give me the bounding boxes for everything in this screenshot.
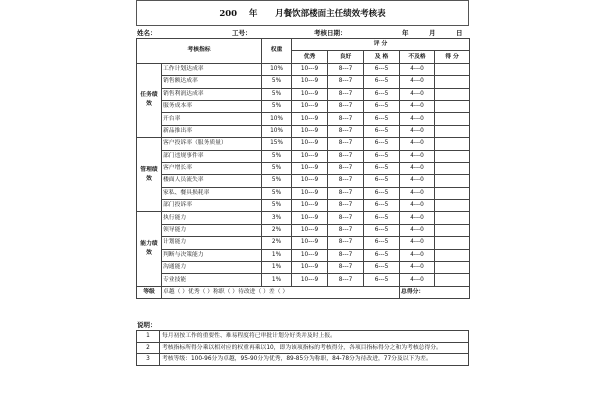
good-range: 8---7 <box>328 162 364 174</box>
weight-value: 5% <box>262 150 292 162</box>
indicator-name: 服务成本率 <box>162 100 262 112</box>
header-row-1 <box>137 39 470 51</box>
weight-value: 10% <box>262 113 292 125</box>
good-range: 8---7 <box>328 113 364 125</box>
weight-value: 3% <box>262 212 292 224</box>
indicator-row <box>137 237 470 249</box>
points-cell[interactable] <box>435 100 470 112</box>
indicator-name: 销售利润达成率 <box>162 88 262 100</box>
pass-range: 6---5 <box>364 175 400 187</box>
good-range: 8---7 <box>328 200 364 212</box>
points-cell[interactable] <box>435 113 470 125</box>
pass-range: 6---5 <box>364 187 400 199</box>
grade-row <box>137 286 470 298</box>
weight-value: 15% <box>262 138 292 150</box>
good-range: 8---7 <box>328 100 364 112</box>
pass-range: 6---5 <box>364 125 400 137</box>
points-cell[interactable] <box>435 63 470 75</box>
indicator-name: 客户增长率 <box>162 162 262 174</box>
good-range: 8---7 <box>328 224 364 236</box>
good-range: 8---7 <box>328 88 364 100</box>
form-title <box>136 0 469 26</box>
good-range: 8---7 <box>328 175 364 187</box>
indicator-row <box>137 100 470 112</box>
note-text: 每月初按工作的重要性、难易程度将已审批计划分好类并及时上报。 <box>160 331 469 343</box>
fail-range: 4---0 <box>400 138 435 150</box>
fail-range: 4---0 <box>400 200 435 212</box>
fail-range: 4---0 <box>400 63 435 75</box>
pass-range: 6---5 <box>364 212 400 224</box>
weight-value: 5% <box>262 88 292 100</box>
pass-range: 6---5 <box>364 63 400 75</box>
indicator-row <box>137 88 470 100</box>
fail-range: 4---0 <box>400 100 435 112</box>
fail-range: 4---0 <box>400 249 435 261</box>
category-cell: 任务绩效 <box>137 63 162 137</box>
note-row <box>137 331 469 343</box>
month-label: 月 <box>429 29 436 37</box>
good-range: 8---7 <box>328 63 364 75</box>
excellent-range: 10---9 <box>292 76 328 88</box>
indicator-row <box>137 76 470 88</box>
points-header: 得 分 <box>435 51 470 63</box>
pass-range: 6---5 <box>364 76 400 88</box>
fail-header: 不及格 <box>400 51 435 63</box>
fail-range: 4---0 <box>400 237 435 249</box>
good-range: 8---7 <box>328 76 364 88</box>
excellent-range: 10---9 <box>292 249 328 261</box>
points-cell[interactable] <box>435 187 470 199</box>
points-cell[interactable] <box>435 88 470 100</box>
indicator-row <box>137 150 470 162</box>
good-range: 8---7 <box>328 187 364 199</box>
weight-value: 1% <box>262 262 292 274</box>
indicator-name: 楼面人员流失率 <box>162 175 262 187</box>
notes-section <box>136 320 469 366</box>
excellent-range: 10---9 <box>292 162 328 174</box>
weight-header: 权重 <box>262 39 292 64</box>
weight-value: 2% <box>262 224 292 236</box>
note-text: 考核指标所得分乘以相对应的权重再乘以10，即为该项指标的考核得分，各项目指标得分之和为考核总得分。 <box>160 342 469 354</box>
fail-range: 4---0 <box>400 150 435 162</box>
day-label: 日 <box>456 29 463 37</box>
indicator-row <box>137 249 470 261</box>
fail-range: 4---0 <box>400 262 435 274</box>
pass-range: 6---5 <box>364 100 400 112</box>
indicator-name: 部门投诉率 <box>162 200 262 212</box>
excellent-header: 优秀 <box>292 51 328 63</box>
id-label: 工号： <box>232 29 252 37</box>
points-cell[interactable] <box>435 138 470 150</box>
weight-value: 10% <box>262 125 292 137</box>
fail-range: 4---0 <box>400 162 435 174</box>
date-label: 考核日期： <box>314 29 347 37</box>
excellent-range: 10---9 <box>292 63 328 75</box>
excellent-range: 10---9 <box>292 100 328 112</box>
indicator-name: 开台率 <box>162 113 262 125</box>
fail-range: 4---0 <box>400 113 435 125</box>
indicator-name: 客户投诉率（服务质量） <box>162 138 262 150</box>
note-row <box>137 342 469 354</box>
good-header: 良好 <box>328 51 364 63</box>
appraisal-sheet <box>136 0 469 400</box>
excellent-range: 10---9 <box>292 274 328 286</box>
indicator-name: 判断与决策能力 <box>162 249 262 261</box>
name-label: 姓名： <box>137 29 157 37</box>
note-number: 1 <box>137 331 160 343</box>
good-range: 8---7 <box>328 274 364 286</box>
year-label: 年 <box>402 29 409 37</box>
pass-range: 6---5 <box>364 262 400 274</box>
weight-value: 5% <box>262 187 292 199</box>
points-cell[interactable] <box>435 212 470 224</box>
indicator-name: 计划能力 <box>162 237 262 249</box>
fail-range: 4---0 <box>400 187 435 199</box>
good-range: 8---7 <box>328 249 364 261</box>
indicator-name: 执行能力 <box>162 212 262 224</box>
indicator-name: 新品推出率 <box>162 125 262 137</box>
excellent-range: 10---9 <box>292 237 328 249</box>
excellent-range: 10---9 <box>292 212 328 224</box>
indicator-name: 家私、餐具损耗率 <box>162 187 262 199</box>
category-cell: 管理绩效 <box>137 138 162 212</box>
indicator-row <box>137 212 470 224</box>
indicator-name: 沟通能力 <box>162 262 262 274</box>
indicator-row <box>137 175 470 187</box>
fail-range: 4---0 <box>400 125 435 137</box>
good-range: 8---7 <box>328 237 364 249</box>
weight-value: 5% <box>262 162 292 174</box>
score-header: 评 分 <box>292 39 470 51</box>
excellent-range: 10---9 <box>292 88 328 100</box>
pass-range: 6---5 <box>364 200 400 212</box>
indicator-row <box>137 113 470 125</box>
points-cell[interactable] <box>435 237 470 249</box>
good-range: 8---7 <box>328 262 364 274</box>
indicator-row <box>137 63 470 75</box>
indicator-row <box>137 274 470 286</box>
weight-value: 1% <box>262 274 292 286</box>
points-cell[interactable] <box>435 200 470 212</box>
grade-options[interactable]: 卓越（ ）优秀（ ）称职（ ）待改进（ ）差（ ） <box>162 286 400 298</box>
fail-range: 4---0 <box>400 88 435 100</box>
pass-range: 6---5 <box>364 237 400 249</box>
excellent-range: 10---9 <box>292 113 328 125</box>
weight-value: 5% <box>262 200 292 212</box>
indicator-name: 部门违规事件率 <box>162 150 262 162</box>
good-range: 8---7 <box>328 212 364 224</box>
category-cell: 能力绩效 <box>137 212 162 286</box>
indicator-name: 工作计划达成率 <box>162 63 262 75</box>
points-cell[interactable] <box>435 76 470 88</box>
indicator-row <box>137 200 470 212</box>
excellent-range: 10---9 <box>292 262 328 274</box>
meta-row <box>136 27 469 38</box>
weight-value: 2% <box>262 237 292 249</box>
pass-range: 6---5 <box>364 162 400 174</box>
indicator-header: 考核指标 <box>137 39 262 64</box>
note-text: 考核等级：100-96分为卓越，95-90分为优秀，89-85分为称职，84-78分为待改进，77分及以下为差。 <box>160 354 469 366</box>
indicator-row <box>137 138 470 150</box>
pass-range: 6---5 <box>364 274 400 286</box>
indicator-row <box>137 162 470 174</box>
pass-range: 6---5 <box>364 150 400 162</box>
fail-range: 4---0 <box>400 212 435 224</box>
fail-range: 4---0 <box>400 224 435 236</box>
excellent-range: 10---9 <box>292 125 328 137</box>
points-cell[interactable] <box>435 162 470 174</box>
points-cell[interactable] <box>435 150 470 162</box>
indicator-name: 领导能力 <box>162 224 262 236</box>
excellent-range: 10---9 <box>292 138 328 150</box>
excellent-range: 10---9 <box>292 150 328 162</box>
pass-range: 6---5 <box>364 224 400 236</box>
form-title-text: 200 年 月餐饮部楼面主任绩效考核表 <box>219 9 386 19</box>
notes-label: 说明： <box>137 321 157 329</box>
weight-value: 1% <box>262 249 292 261</box>
points-cell[interactable] <box>435 249 470 261</box>
weight-value: 10% <box>262 63 292 75</box>
weight-value: 5% <box>262 175 292 187</box>
indicator-row <box>137 187 470 199</box>
indicator-row <box>137 224 470 236</box>
points-cell[interactable] <box>435 125 470 137</box>
indicator-name: 销售额达成率 <box>162 76 262 88</box>
good-range: 8---7 <box>328 150 364 162</box>
points-cell[interactable] <box>435 224 470 236</box>
total-score-label: 总得分： <box>400 286 470 298</box>
excellent-range: 10---9 <box>292 224 328 236</box>
weight-value: 5% <box>262 100 292 112</box>
note-row <box>137 354 469 366</box>
indicator-row <box>137 125 470 137</box>
good-range: 8---7 <box>328 125 364 137</box>
pass-range: 6---5 <box>364 138 400 150</box>
pass-range: 6---5 <box>364 88 400 100</box>
grade-label: 等级 <box>137 286 162 298</box>
fail-range: 4---0 <box>400 274 435 286</box>
excellent-range: 10---9 <box>292 200 328 212</box>
indicator-name: 专业技能 <box>162 274 262 286</box>
weight-value: 5% <box>262 76 292 88</box>
indicator-row <box>137 262 470 274</box>
excellent-range: 10---9 <box>292 175 328 187</box>
points-cell[interactable] <box>435 274 470 286</box>
appraisal-table <box>136 38 470 299</box>
fail-range: 4---0 <box>400 175 435 187</box>
fail-range: 4---0 <box>400 76 435 88</box>
good-range: 8---7 <box>328 138 364 150</box>
points-cell[interactable] <box>435 175 470 187</box>
points-cell[interactable] <box>435 262 470 274</box>
note-number: 2 <box>137 342 160 354</box>
pass-range: 6---5 <box>364 113 400 125</box>
notes-table <box>136 330 469 366</box>
note-number: 3 <box>137 354 160 366</box>
pass-range: 6---5 <box>364 249 400 261</box>
pass-header: 及 格 <box>364 51 400 63</box>
excellent-range: 10---9 <box>292 187 328 199</box>
